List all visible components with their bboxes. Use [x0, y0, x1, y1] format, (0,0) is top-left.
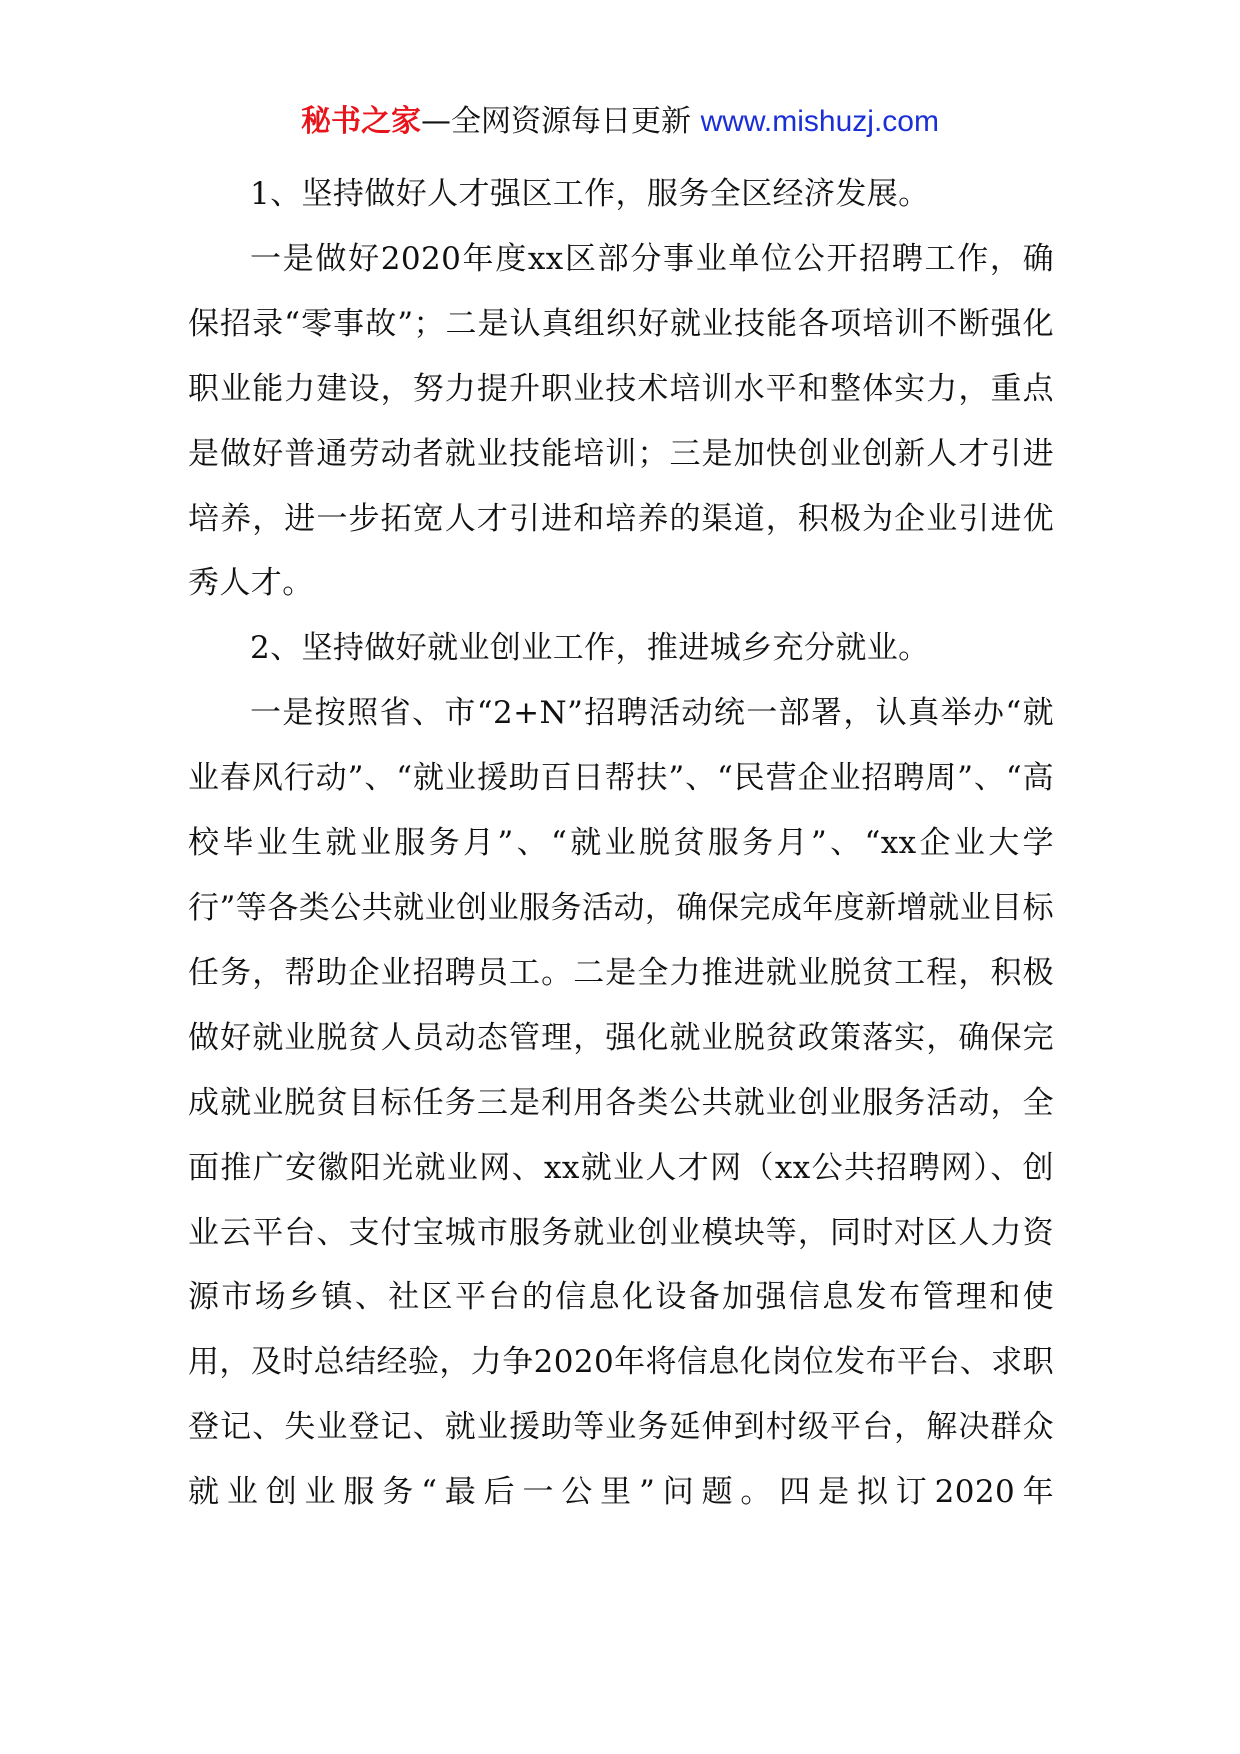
paragraph-employment: 一是按照省、市“2+N”招聘活动统一部署，认真举办“就业春风行动”、“就业援助百日帮扶”、“民营企业招聘周”、“高校毕业生就业服务月”、“就业脱贫服务月”、“xx企业大学行”等各类公共就业创业服务活动，确保完成年度新增就业目标任务，帮助企业招聘员工。二是全力推进就业脱贫工程，积极做好就业脱贫人员动态管理，强化就业脱贫政策落实，确保完成就业脱贫目标任务三是利用各类公共就业创业服务活动，全面推广安徽阳光就业网、xx就业人才网（xx公共招聘网）、创业云平台、支付宝城市服务就业创业模块等，同时对区人力资源市场乡镇、社区平台的信息化设备加强信息发布管理和使用，及时总结经验，力争2020年将信息化岗位发布平台、求职登记、失业登记、就业援助等业务延伸到村级平台，解决群众就业创业服务“最后一公里”问题。四是拟订2020年 [188, 695, 1054, 1511]
paragraph-talent: 一是做好2020年度xx区部分事业单位公开招聘工作，确保招录“零事故”；二是认真组织好就业技能各项培训不断强化职业能力建设，努力提升职业技术培训水平和整体实力，重点是做好普通劳动者就业技能培训；三是加快创业创新人才引进培养，进一步拓宽人才引进和培养的渠道，积极为企业引进优秀人才。 [188, 240, 1054, 602]
section-heading-2: 2、坚持做好就业创业工作，推进城乡充分就业。 [250, 630, 930, 667]
site-url-link[interactable]: www.mishuzj.com [700, 105, 939, 138]
header-tagline: —全网资源每日更新 [421, 104, 701, 139]
page-header [0, 100, 1240, 144]
section-heading-1: 1、坚持做好人才强区工作，服务全区经济发展。 [250, 176, 930, 212]
brand-name: 秘书之家 [301, 104, 422, 139]
document-body [188, 162, 1054, 1525]
